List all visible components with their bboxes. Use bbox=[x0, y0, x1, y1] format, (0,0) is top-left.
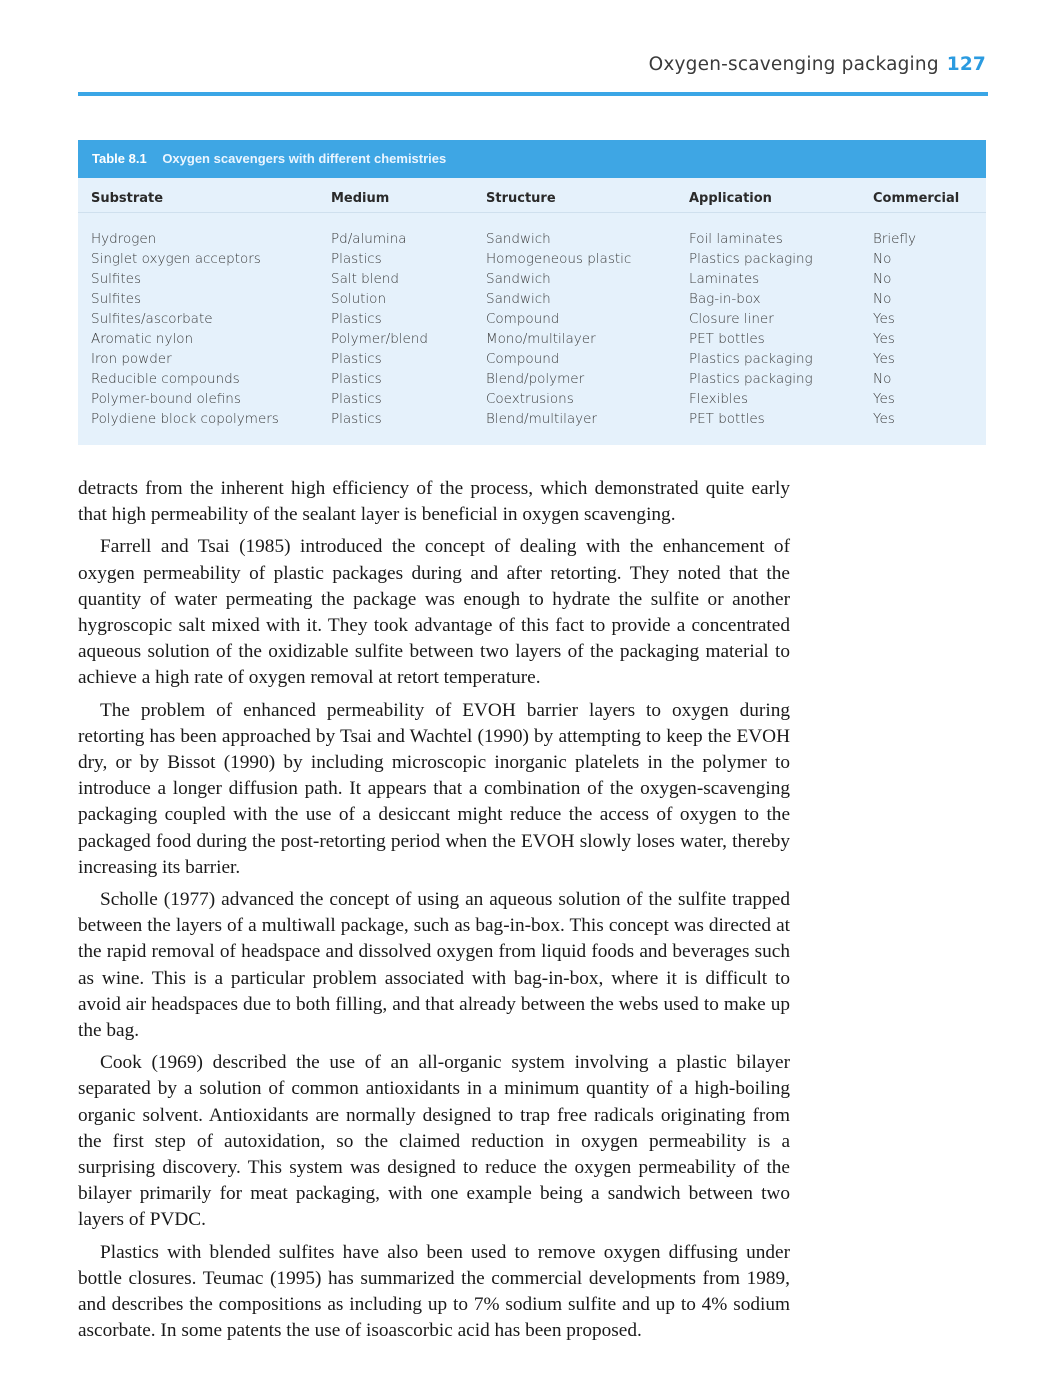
table-cell: Bag-in-box bbox=[689, 291, 761, 307]
table-cell: Briefly bbox=[873, 231, 916, 247]
table-row bbox=[78, 369, 986, 389]
table-cell: No bbox=[873, 371, 892, 387]
table-cell: Closure liner bbox=[689, 311, 774, 327]
table-8-1 bbox=[78, 140, 986, 445]
table-cell: Flexibles bbox=[689, 391, 748, 407]
table-cell: Plastics bbox=[331, 311, 382, 327]
table-cell: No bbox=[873, 291, 892, 307]
header-rule bbox=[78, 92, 988, 96]
table-row bbox=[78, 229, 986, 249]
table-row bbox=[78, 409, 986, 429]
table-cell: Coextrusions bbox=[486, 391, 574, 407]
table-cell: PET bottles bbox=[689, 331, 765, 347]
column-header-commercial: Commercial bbox=[873, 191, 960, 206]
table-cell: Yes bbox=[873, 391, 895, 407]
table-row bbox=[78, 269, 986, 289]
table-row bbox=[78, 329, 986, 349]
table-cell: Pd/alumina bbox=[331, 231, 407, 247]
table-cell: Sandwich bbox=[486, 291, 551, 307]
table-cell: Blend/polymer bbox=[486, 371, 585, 387]
table-cell: Sulfites bbox=[91, 291, 142, 307]
column-header-structure: Structure bbox=[486, 191, 556, 206]
table-cell: Compound bbox=[486, 351, 560, 367]
table-body bbox=[78, 213, 986, 429]
table-cell: Plastics bbox=[331, 411, 382, 427]
table-cell: Salt blend bbox=[331, 271, 399, 287]
table-cell: Polymer-bound olefins bbox=[91, 391, 241, 407]
table-cell: Homogeneous plastic bbox=[486, 251, 632, 267]
table-cell: Plastics packaging bbox=[689, 351, 813, 367]
table-cell: No bbox=[873, 251, 892, 267]
table-cell: Mono/multilayer bbox=[486, 331, 596, 347]
table-cell: Blend/multilayer bbox=[486, 411, 597, 427]
table-cell: Yes bbox=[873, 411, 895, 427]
table-cell: Plastics bbox=[331, 351, 382, 367]
paragraph: The problem of enhanced permeability of EVOH barrier layers to oxygen during retorting has been approached by Tsai and Wachtel (1990) by attempting to keep the EVOH dry, or by Bissot (1990) by including microscopic inorganic platelets in the polymer to introduce a longer diffusion path. It appears that a combination of the oxygen-scavenging packaging coupled with the use of a desiccant might reduce the access of oxygen to the packaged food during the post-retorting period when the EVOH slowly loses water, thereby increasing its barrier. bbox=[78, 699, 790, 878]
table-cell: No bbox=[873, 271, 892, 287]
table-cell: Compound bbox=[486, 311, 560, 327]
running-head bbox=[649, 54, 986, 75]
table-label: Table 8.1 bbox=[92, 151, 147, 166]
paragraph: Cook (1969) described the use of an all-organic system involving a plastic bilayer separated by a solution of common antioxidants in a minimum quantity of a high-boiling organic solvent. Antioxidants are normally designed to trap free radicals originating from the first step of autoxidation, so the claimed reduction in oxygen permeability is a surprising discovery. This system was designed to reduce the oxygen permeability of the bilayer primarily for meat packaging, with one example being a sandwich between two layers of PVDC. bbox=[78, 1052, 790, 1231]
table-cell: Plastics bbox=[331, 371, 382, 387]
table-cell: Laminates bbox=[689, 271, 760, 287]
table-cell: Aromatic nylon bbox=[91, 331, 194, 347]
table-cell: Iron powder bbox=[91, 351, 172, 367]
paragraph: Farrell and Tsai (1985) introduced the concept of dealing with the enhancement of oxygen permeability of plastic packages during and after retorting. They noted that the quantity of water permeating the package was enough to hydrate the sulfite or another hygroscopic salt mixed with it. They took advantage of this fact to provide a concentrated aqueous solution of the oxidizable sulfite between two layers of the packaging material to achieve a high rate of oxygen removal at retort temperature. bbox=[78, 536, 790, 689]
table-cell: Solution bbox=[331, 291, 386, 307]
table-row bbox=[78, 289, 986, 309]
table-cell: Plastics bbox=[331, 251, 382, 267]
table-caption: Oxygen scavengers with different chemistries bbox=[162, 151, 447, 166]
table-cell: Plastics bbox=[331, 391, 382, 407]
table-cell: Polymer/blend bbox=[331, 331, 428, 347]
paragraph: detracts from the inherent high efficiency of the process, which demonstrated quite early that high permeability of the sealant layer is beneficial in oxygen scavenging. bbox=[78, 478, 790, 526]
table-row bbox=[78, 249, 986, 269]
table-cell: Reducible compounds bbox=[91, 371, 240, 387]
table-row bbox=[78, 389, 986, 409]
paragraph: Plastics with blended sulfites have also been used to remove oxygen diffusing under bottle closures. Teumac (1995) has summarized the commercial developments from 1989, and describes the compositions as including up to 7% sodium sulfite and up to 4% sodium ascorbate. In some patents the use of isoascorbic acid has been proposed. bbox=[78, 1241, 790, 1342]
column-header-application: Application bbox=[689, 191, 772, 206]
page-number: 127 bbox=[946, 54, 986, 75]
table-cell: Yes bbox=[873, 351, 895, 367]
table-cell: Hydrogen bbox=[91, 231, 157, 247]
running-head-title: Oxygen-scavenging packaging bbox=[648, 54, 939, 75]
table-cell: Foil laminates bbox=[689, 231, 783, 247]
table-cell: PET bottles bbox=[689, 411, 765, 427]
table-cell: Plastics packaging bbox=[689, 371, 813, 387]
body-text bbox=[78, 476, 790, 1351]
table-cell: Yes bbox=[873, 311, 895, 327]
table-cell: Singlet oxygen acceptors bbox=[91, 251, 261, 267]
table-cell: Sulfites bbox=[91, 271, 142, 287]
table-cell: Polydiene block copolymers bbox=[91, 411, 279, 427]
table-cell: Plastics packaging bbox=[689, 251, 813, 267]
table-cell: Sandwich bbox=[486, 271, 551, 287]
table-row bbox=[78, 349, 986, 369]
table-cell: Sulfites/ascorbate bbox=[91, 311, 213, 327]
table-cell: Sandwich bbox=[486, 231, 551, 247]
table-header-row bbox=[78, 186, 986, 213]
column-header-medium: Medium bbox=[331, 191, 390, 206]
table-title bbox=[78, 140, 986, 178]
paragraph: Scholle (1977) advanced the concept of using an aqueous solution of the sulfite trapped between the layers of a multiwall package, such as bag-in-box. This concept was directed at the rapid removal of headspace and dissolved oxygen from liquid foods and beverages such as wine. This is a particular problem associated with bag-in-box, where it is difficult to avoid air headspaces due to both filling, and that already between the webs used to make up the bag. bbox=[78, 889, 790, 1042]
table-cell: Yes bbox=[873, 331, 895, 347]
column-header-substrate: Substrate bbox=[91, 191, 164, 206]
table-row bbox=[78, 309, 986, 329]
